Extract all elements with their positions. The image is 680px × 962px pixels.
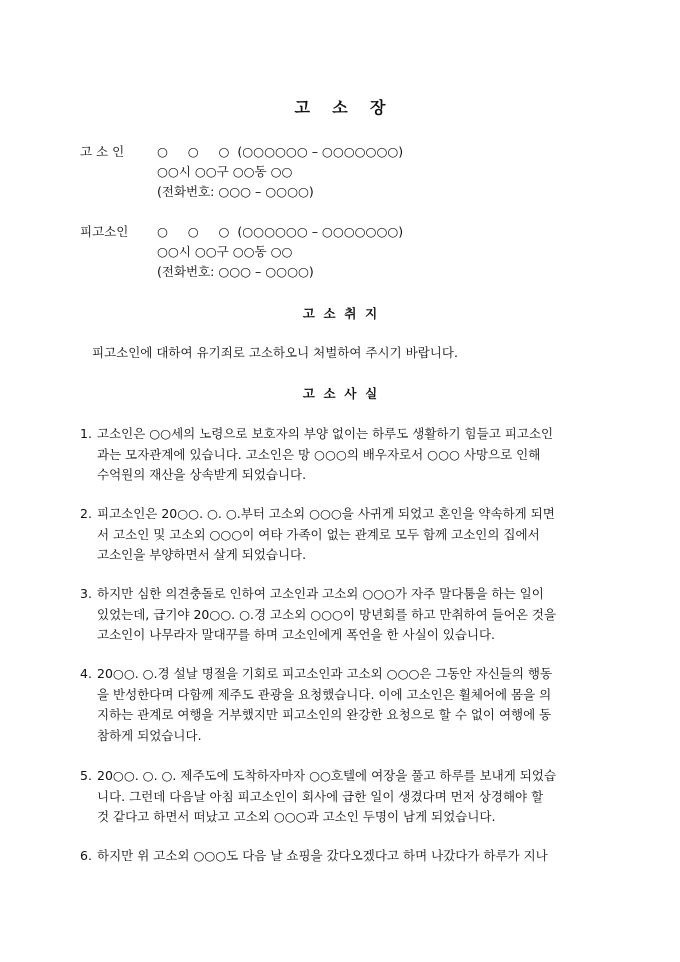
fact-number: 4. <box>80 666 92 681</box>
fact-number: 6. <box>80 848 92 863</box>
fact-line: 서 고소인 및 고소외 ○○○이 여타 가족이 없는 관계로 모두 함께 고소인의 집에서 <box>97 526 540 542</box>
fact-line: 참하게 되었습니다. <box>97 727 202 743</box>
defendant-role-label: 피고소인 <box>80 224 129 239</box>
complainant-role-label: 고 소 인 <box>80 144 125 159</box>
fact-number: 1. <box>80 426 92 441</box>
complainant-phone: (전화번호: ○○○ – ○○○○) <box>157 184 314 199</box>
fact-line: 고소인이 나무라자 말대꾸를 하며 고소인에게 폭언을 한 사실이 있습니다. <box>97 627 496 642</box>
fact-line: 20○○. ○.경 설날 명절을 기회로 피고소인과 고소외 ○○○은 그동안 자신들의 행동 <box>97 666 553 681</box>
fact-line: 지하는 관계로 여행을 거부했지만 피고소인의 완강한 요청으로 할 수 없이 여행에 동 <box>97 707 552 722</box>
fact-line: 20○○. ○. ○. 제주도에 도착하자마자 ○○호텔에 여장을 풀고 하루를 보내게 되었습 <box>97 768 557 783</box>
fact-number: 5. <box>80 768 92 783</box>
purpose-heading: 고 소 취 지 <box>302 306 378 321</box>
fact-line: 하지만 위 고소외 ○○○도 다음 날 쇼핑을 갔다오겠다고 하며 나갔다가 하루가 지나 <box>97 848 548 863</box>
fact-line: 것 같다고 하면서 떠났고 고소외 ○○○과 고소인 두명이 남게 되었습니다. <box>97 809 496 824</box>
document-title: 고 소 장 <box>294 98 386 117</box>
fact-line: 과는 모자관계에 있습니다. 고소인은 망 ○○○의 배우자로서 ○○○ 사망으로 인해 <box>97 446 541 462</box>
purpose-text: 피고소인에 대하여 유기죄로 고소하오니 처벌하여 주시기 바랍니다. <box>92 345 458 360</box>
defendant-address: ○○시 ○○구 ○○동 ○○ <box>157 244 293 259</box>
fact-line: 피고소인은 20○○. ○. ○.부터 고소외 ○○○을 사귀게 되었고 혼인을 약속하게 되면 <box>97 506 555 521</box>
complainant-address: ○○시 ○○구 ○○동 ○○ <box>157 164 293 179</box>
facts-heading: 고 소 사 실 <box>302 386 378 401</box>
complainant-name-id: ○ ○ ○ (○○○○○○ – ○○○○○○○) <box>157 144 404 159</box>
fact-line: 하지만 심한 의견충돌로 인하여 고소인과 고소외 ○○○가 자주 말다툼을 하는 일이 <box>97 586 544 601</box>
fact-line: 수억원의 재산을 상속받게 되었습니다. <box>97 467 307 482</box>
defendant-phone: (전화번호: ○○○ – ○○○○) <box>157 264 314 279</box>
fact-line: 니다. 그런데 다음날 아침 피고소인이 회사에 급한 일이 생겼다며 먼저 상경해야 할 <box>97 788 544 804</box>
fact-number: 2. <box>80 506 92 521</box>
fact-number: 3. <box>80 586 92 601</box>
defendant-name-id: ○ ○ ○ (○○○○○○ – ○○○○○○○) <box>157 224 404 239</box>
fact-line: 고소인을 부양하면서 살게 되었습니다. <box>97 547 307 562</box>
fact-line: 을 반성한다며 다함께 제주도 관광을 요청했습니다. 이에 고소인은 휠체어에 몸을 의 <box>97 686 552 702</box>
fact-line: 고소인은 ○○세의 노령으로 보호자의 부양 없이는 하루도 생활하기 힘들고 피고소인 <box>97 426 554 441</box>
fact-line: 있었는데, 급기야 20○○. ○.경 고소외 ○○○이 망년회를 하고 만취하여 들어온 것을 <box>97 606 557 622</box>
